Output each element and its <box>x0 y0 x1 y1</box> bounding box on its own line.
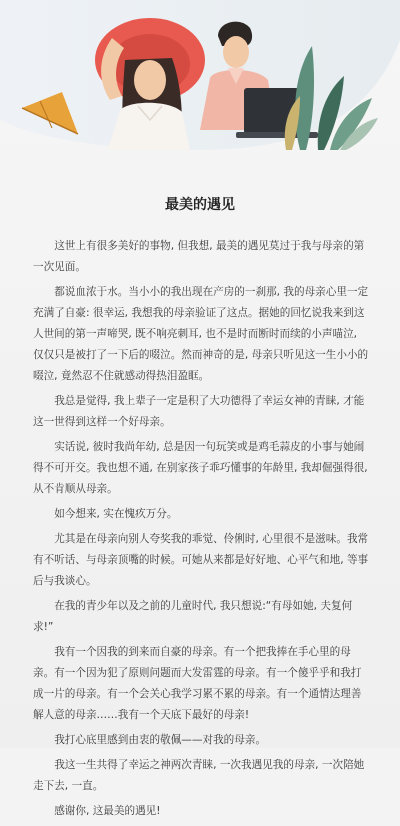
paragraph: 在我的青少年以及之前的儿童时代, 我只想说:“有母如她, 夫复何求!” <box>33 600 353 633</box>
paragraph: 我打心底里感到由衷的敬佩——对我的母亲。 <box>54 734 267 746</box>
woman-dress <box>108 103 190 150</box>
paragraph: 我有一个因我的到来而自豪的母亲。有一个把我捧在手心里的母亲。有一个因为犯了原则问题而大发雷霆的母亲。有一个傻乎乎和我打成一片的母亲。有一个会关心我学习累不累的母亲。有一个通情达理善解人意的母亲……我有一个天底下最好的母亲! <box>33 646 362 721</box>
paragraph: 感谢你, 这最美的遇见! <box>54 805 161 817</box>
article-body <box>33 236 369 826</box>
paragraph: 如今想来, 实在愧疚万分。 <box>54 508 178 520</box>
paragraph: 尤其是在母亲向别人夸奖我的乖觉、伶俐时, 心里很不是滋味。我常有不听话、与母亲顶嘴的时候。可她从来都是好好地、心平气和地, 等事后与我谈心。 <box>33 533 369 587</box>
paragraph: 我总是觉得, 我上辈子一定是积了大功德得了幸运女神的青睐, 才能这一世得到这样一个好母亲。 <box>33 395 365 428</box>
article-title: 最美的遇见 <box>165 197 235 213</box>
woman-face <box>134 60 166 100</box>
man-face <box>223 36 249 68</box>
paragraph: 都说血浓于水。当小小的我出现在产房的一刹那, 我的母亲心里一定充满了自豪: 很幸运, 我想我的母亲验证了这点。据她的回忆说我来到这人世间的第一声啼哭, 既不响亮刺耳, 也不是时而断时而续的小声喵泣, 仅仅只是被打了一下后的啜泣。然而神奇的是, 母亲只听见这一生小小的啜泣, 竟然忍不住就感动得热泪盈眶。 <box>33 286 369 382</box>
paragraph: 实话说, 彼时我尚年幼, 总是因一句玩笑或是鸡毛蒜皮的小事与她闹得不可开交。我也想不通, 在别家孩子乖巧懂事的年龄里, 我却倔强得很, 从不肯顺从母亲。 <box>33 441 368 495</box>
header-illustration <box>0 0 400 160</box>
paragraph: 我这一生共得了幸运之神两次青睐, 一次我遇见我的母亲, 一次陪她走下去, 一直。 <box>33 759 365 792</box>
paragraph: 这世上有很多美好的事物, 但我想, 最美的遇见莫过于我与母亲的第一次见面。 <box>33 240 365 273</box>
